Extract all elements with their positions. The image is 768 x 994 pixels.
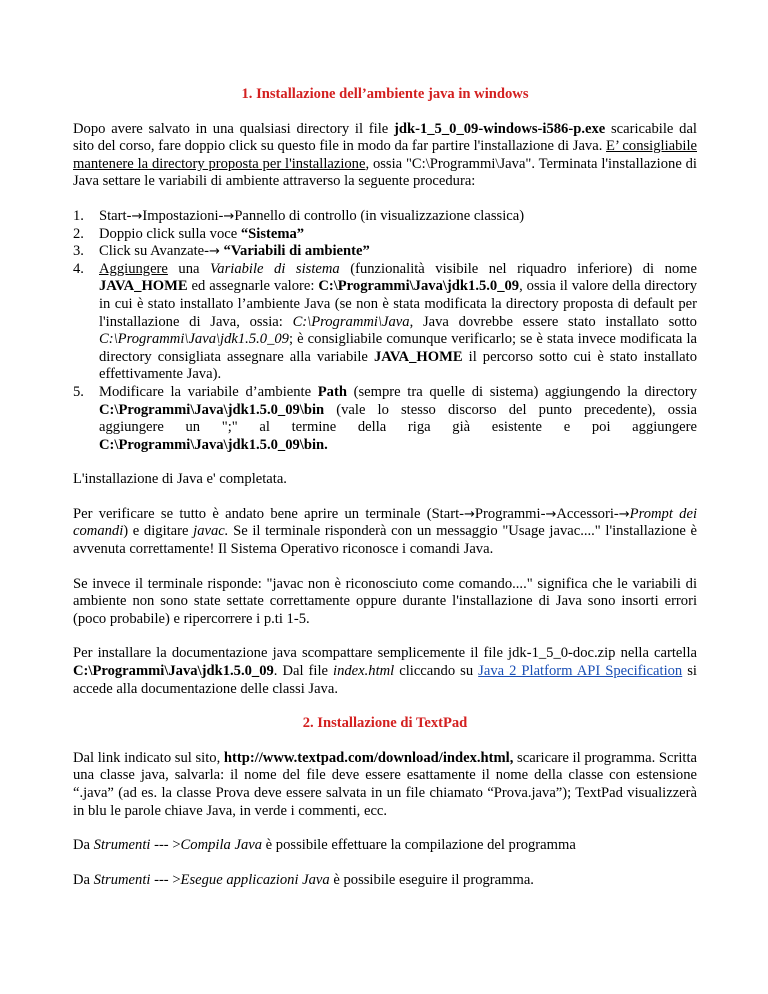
intro-paragraph: Dopo avere salvato in una qualsiasi directory il file jdk-1_5_0_09-windows-i586-p.exe scaricabile dal sito del corso, fare doppio click su questo file in modo da far partire l'installazione di Java. E’ consigliabile mantenere la directory proposta per l'installazione, ossia "C:\Programmi\Java". Terminata l'installazione di Java settare le variabili di ambiente attraverso la seguente procedura: <box>73 120 698 190</box>
textpad-url: http://www.textpad.com/download/index.html, <box>223 749 514 766</box>
run-paragraph: Da Strumenti --- >Esegue applicazioni Java è possibile eseguire il programma. <box>73 871 534 888</box>
verify-paragraph: Per verificare se tutto è andato bene aprire un terminale (Start-→Programmi-→Accessori-→Prompt dei comandi) e digitare javac. Se il terminale risponderà con un messaggio "Usage javac...." l'installazione è avvenuta correttamente! Il Sistema Operativo riconosce i comandi Java. <box>73 505 698 558</box>
recommendation-text: E’ consigliabile mantenere la directory proposta per l'installazione <box>73 138 698 172</box>
textpad-paragraph: Dal link indicato sul sito, http://www.textpad.com/download/index.html, scaricare il programma. Scritta una classe java, salvarla: il nome del file deve essere esattamente il nome della classe con estensione “.java” (ad es. la classe Prova deve essere salvata in un file chiamato “Prova.java”); TextPad visualizzerà in blu le parole chiave Java, in verde i commenti, ecc. <box>73 749 697 819</box>
list-item: 5. Modificare la variabile d’ambiente Path (sempre tra quelle di sistema) aggiungendo la directory C:\Programmi\Java\jdk1.5.0_09\bin (vale lo stesso discorso del punto precedente), ossia aggiungere un ";" al termine della riga già esistente e poi aggiungere C:\Programmi\Java\jdk1.5.0_09\bin. <box>73 383 697 453</box>
section-2-title: 2. Installazione di TextPad <box>302 715 468 732</box>
error-paragraph: Se invece il terminale risponde: "javac non è riconosciuto come comando...." significa che le variabili di ambiente non sono state settate correttamente oppure durante l'installazione di Java sono insorti errori (poco probabile) e ripercorrere i p.ti 1-5. <box>73 575 697 627</box>
arrow-right-icon: → <box>208 244 220 260</box>
document-body <box>73 0 697 889</box>
list-item: 1. Start-→Impostazioni-→Pannello di controllo (in visualizzazione classica) <box>73 207 525 224</box>
procedure-list <box>73 208 697 454</box>
list-item: 4. Aggiungere una Variabile di sistema (funzionalità visibile nel riquadro inferiore) di nome JAVA_HOME ed assegnarle valore: C:\Programmi\Java\jdk1.5.0_09, ossia il valore della directory in cui è stato installato l’ambiente Java (se non è stata modificata la directory proposta di default per l'installazione di Java, ossia: C:\Programmi\Java, Java dovrebbe essere stato installato sotto C:\Programmi\Java\jdk1.5.0_09; è consigliabile comunque verificarlo; se è stata invece modificata la directory consigliata assegnare alla variabile JAVA_HOME il percorso sotto cui è stato installato effettivamente Java). <box>73 260 698 383</box>
completion-paragraph: L'installazione di Java e' completata. <box>73 471 287 488</box>
arrow-right-icon: → <box>223 208 235 224</box>
api-specification-link[interactable]: Java 2 Platform API Specification <box>478 663 683 680</box>
installer-filename: jdk-1_5_0_09-windows-i586-p.exe <box>394 120 606 137</box>
compile-paragraph: Da Strumenti --- >Compila Java è possibile effettuare la compilazione del programma <box>73 837 576 854</box>
arrow-right-icon: → <box>464 506 475 522</box>
docs-paragraph: Per installare la documentazione java scompattare semplicemente il file jdk-1_5_0-doc.zip nella cartella C:\Programmi\Java\jdk1.5.0_09. Dal file index.html cliccando su Java 2 Platform API Specification si accede alla documentazione delle classi Java. <box>73 645 697 697</box>
list-item: 2. Doppio click sulla voce “Sistema” <box>73 225 305 242</box>
list-item: 3. Click su Avanzate-→ “Variabili di ambiente” <box>73 243 370 260</box>
arrow-right-icon: → <box>618 506 630 522</box>
arrow-right-icon: → <box>131 208 143 224</box>
arrow-right-icon: → <box>545 506 557 522</box>
section-1-title: 1. Installazione dell’ambiente java in windows <box>241 86 529 102</box>
